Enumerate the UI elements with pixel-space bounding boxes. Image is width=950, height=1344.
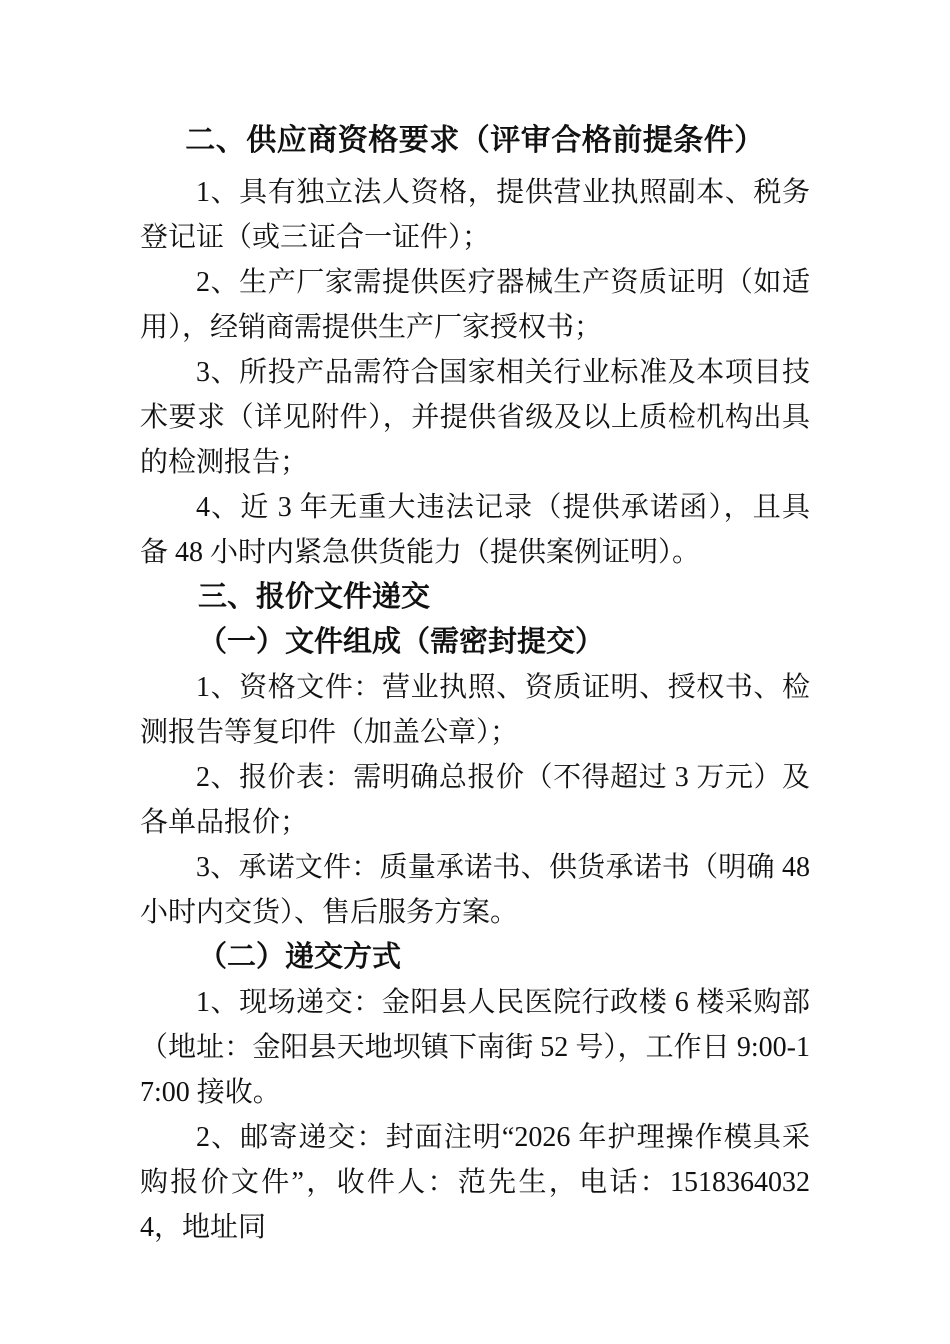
qualification-item-2: 2、生产厂家需提供医疗器械生产资质证明（如适用），经销商需提供生产厂家授权书； — [140, 267, 810, 343]
qualification-item-4: 4、近 3 年无重大违法记录（提供承诺函），且具备 48 小时内紧急供货能力（提供案例证明）。 — [140, 492, 810, 568]
file-composition-item-1: 1、资格文件：营业执照、资质证明、授权书、检测报告等复印件（加盖公章）； — [140, 672, 810, 748]
section-3-2-heading: （二）递交方式 — [198, 941, 402, 973]
section-3-1-heading: （一）文件组成（需密封提交） — [198, 626, 605, 658]
file-composition-item-3: 3、承诺文件：质量承诺书、供货承诺书（明确 48 小时内交货）、售后服务方案。 — [140, 852, 810, 928]
qualification-item-1: 1、具有独立法人资格，提供营业执照副本、税务登记证（或三证合一证件）； — [140, 177, 810, 253]
file-composition-item-2: 2、报价表：需明确总报价（不得超过 3 万元）及各单品报价； — [140, 762, 810, 838]
section-3-heading: 三、报价文件递交 — [198, 581, 431, 613]
section-2-heading: 二、供应商资格要求（评审合格前提条件） — [185, 124, 765, 157]
submission-method-item-1: 1、现场递交：金阳县人民医院行政楼 6 楼采购部（地址：金阳县天地坝镇下南街 52 号），工作日 9:00-17:00 接收。 — [140, 987, 810, 1108]
qualification-item-3: 3、所投产品需符合国家相关行业标准及本项目技术要求（详见附件），并提供省级及以上质检机构出具的检测报告； — [140, 357, 810, 478]
submission-method-item-2: 2、邮寄递交：封面注明“2026 年护理操作模具采购报价文件”，收件人：范先生，电话：15183640324，地址同 — [140, 1122, 810, 1243]
